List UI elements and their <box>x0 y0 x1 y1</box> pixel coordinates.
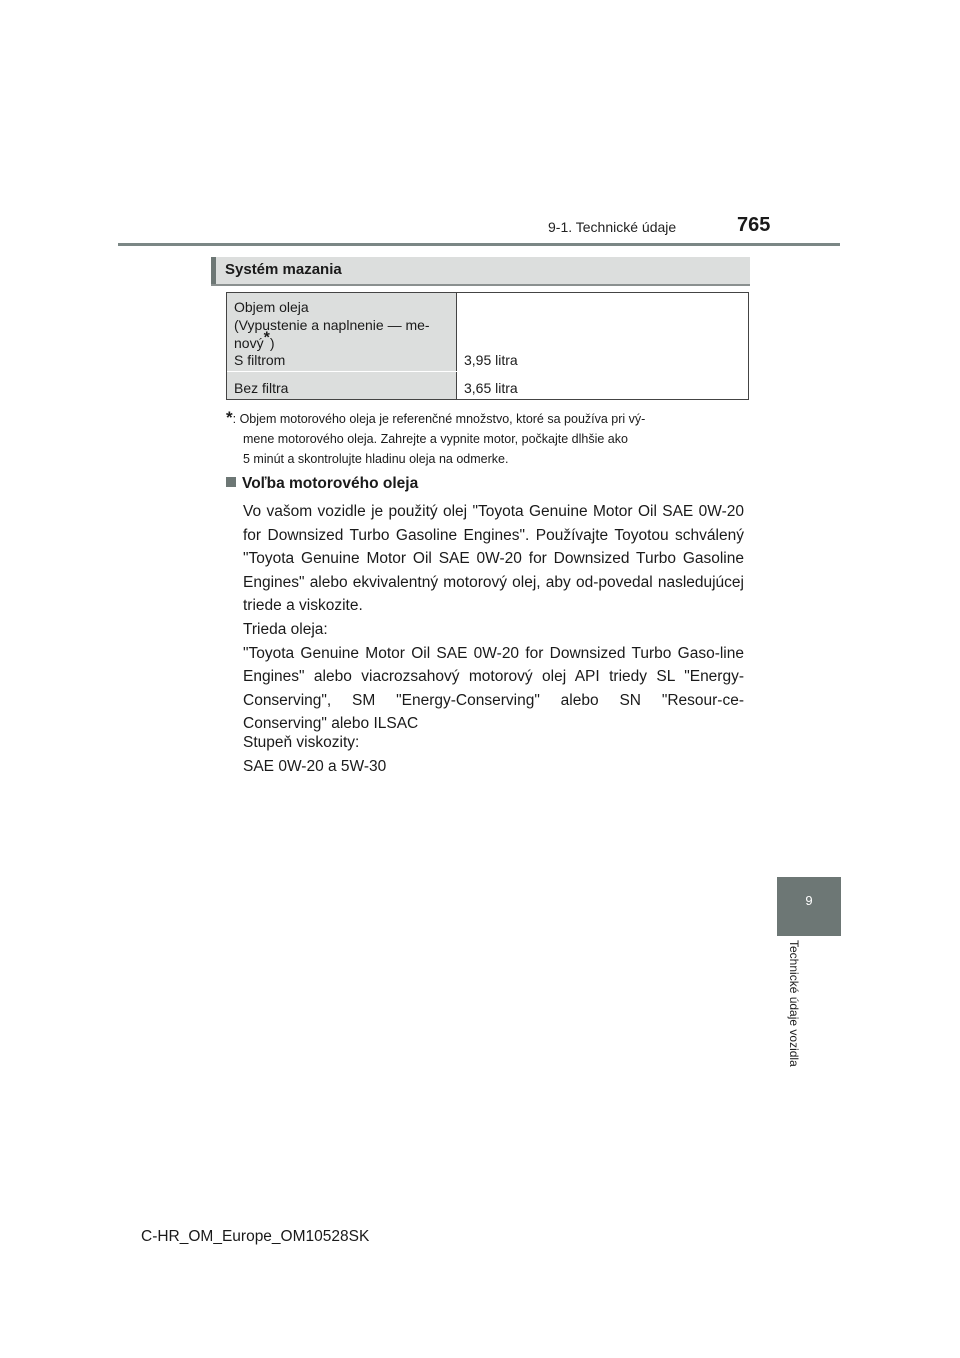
chapter-title-vertical: Technické údaje vozidla <box>787 940 801 1067</box>
chapter-tab <box>777 877 841 936</box>
footnote <box>226 408 750 469</box>
header-divider <box>118 243 840 246</box>
table-footnote-star: * <box>263 329 270 347</box>
document-code: C-HR_OM_Europe_OM10528SK <box>141 1228 370 1245</box>
header-section-title: 9-1. Technické údaje <box>548 219 677 235</box>
table-label-line3-close: ) <box>269 335 275 351</box>
table-row2-label: Bez filtra <box>234 380 289 396</box>
viscosity-paragraph <box>243 731 744 778</box>
table-label-line3-text: nový <box>234 335 264 351</box>
table-label-line1: Objem oleja <box>234 299 309 315</box>
oil-grade-text: "Toyota Genuine Motor Oil SAE 0W-20 for Downsized Turbo Gaso-line Engines" alebo viacrozsahový motorový olej API triedy SL "Energy-Conserving", SM "Energy-Conserving" alebo SN "Resour-ce-Conserving" alebo ILSAC <box>243 644 744 732</box>
subsection-heading <box>226 475 418 493</box>
oil-grade-label: Trieda oleja: <box>243 621 328 638</box>
footnote-line3: 5 minút a skontrolujte hladinu oleja na odmerke. <box>243 452 509 466</box>
oil-intro-text: Vo vašom vozidle je použitý olej "Toyota Genuine Motor Oil SAE 0W-20 for Downsized Turbo Gasoline Engines". Používajte Toyotou schválený "Toyota Genuine Motor Oil SAE 0W-20 for Downsized Turbo Gasoline Engines" alebo ekvivalentný motorový olej, aby od-povedal nasledujúcej triede a viskozite. <box>243 503 744 614</box>
footnote-line2: mene motorového oleja. Zahrejte a vypnite motor, počkajte dlhšie ako <box>243 432 628 446</box>
section-heading-bar <box>211 257 750 286</box>
subsection-title: Voľba motorového oleja <box>242 475 419 492</box>
table-row1-value: 3,95 litra <box>464 352 518 368</box>
chapter-number: 9 <box>805 893 813 908</box>
oil-capacity-table <box>226 292 749 400</box>
footnote-line1-text: : Objem motorového oleja je referenčné množstvo, ktoré sa používa pri vý- <box>232 412 646 426</box>
table-row-divider <box>227 371 748 372</box>
square-bullet-icon <box>226 477 236 487</box>
viscosity-text: SAE 0W-20 a 5W-30 <box>243 757 387 775</box>
oil-grade-paragraph <box>243 618 744 736</box>
footnote-mark: * <box>226 408 233 427</box>
table-row1-label: S filtrom <box>234 352 286 368</box>
table-label-line3 <box>234 329 275 351</box>
viscosity-label: Stupeň viskozity: <box>243 734 360 751</box>
oil-intro-paragraph <box>243 500 744 618</box>
table-label-line2: (Vypustenie a naplnenie — me- <box>234 317 430 333</box>
section-title: Systém mazania <box>225 261 342 278</box>
page-number: 765 <box>737 214 771 236</box>
table-row2-value: 3,65 litra <box>464 380 518 396</box>
footnote-line1 <box>226 408 750 429</box>
section-accent <box>211 257 216 284</box>
